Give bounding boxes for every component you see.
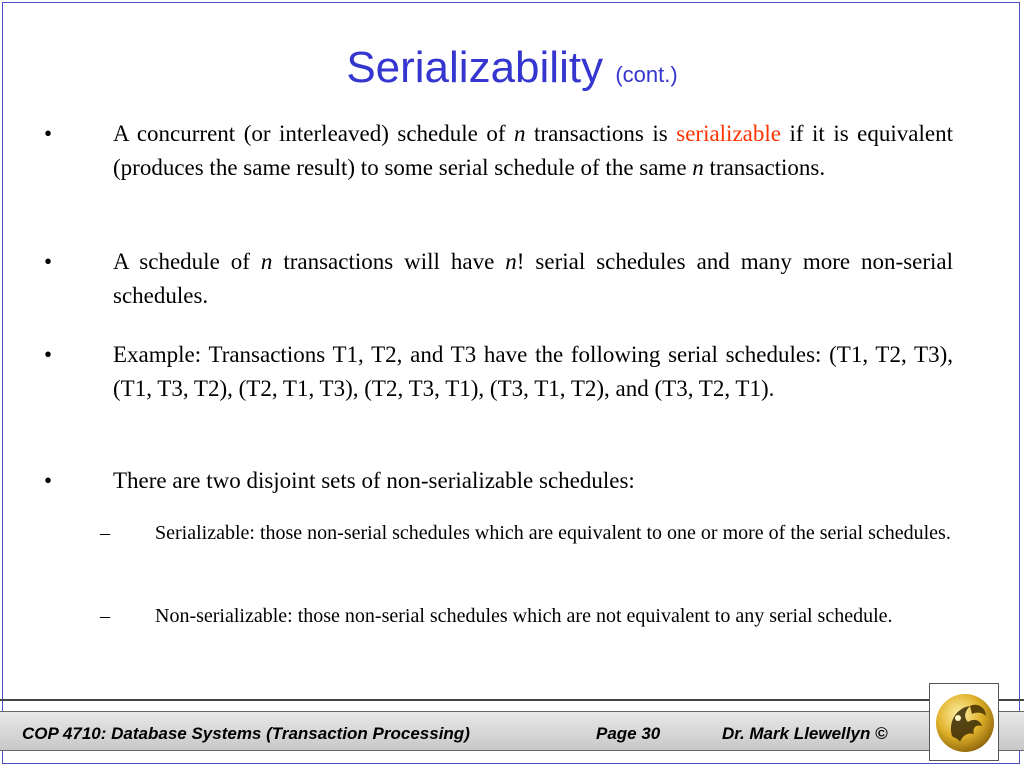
bullet-2-text: A schedule of n transactions will have n! serial schedules and many more non-serial schedules. (113, 249, 954, 308)
footer-author: Dr. Mark Llewellyn © (722, 724, 888, 743)
bullet-marker: • (44, 468, 53, 493)
bullet-marker: • (44, 342, 53, 367)
bullet-marker: • (44, 249, 53, 274)
logo-box (929, 683, 999, 761)
sub-bullet-1-text: Serializable: those non-serial schedules which are equivalent to one or more of the serial schedules. (155, 522, 951, 544)
serializable-highlight: serializable (676, 121, 781, 146)
sub-bullet-marker: – (100, 605, 110, 627)
title-main: Serializability (346, 43, 604, 92)
footer-divider (0, 699, 1024, 701)
title-suffix: (cont.) (615, 62, 678, 87)
sub-bullet-2-text: Non-serializable: those non-serial schedules which are not equivalent to any serial schedule. (155, 605, 893, 627)
bullet-3-text: Example: Transactions T1, T2, and T3 have the following serial schedules: (T1, T2, T3), (T1, T3, T2), (T2, T1, T3), (T2, T3, T1), (T3, T1, T2), and (T3, T2, T1). (113, 342, 953, 401)
footer-page: Page 30 (596, 724, 661, 743)
footer-course: COP 4710: Database Systems (Transaction Processing) (22, 724, 470, 743)
bullet-1-text: A concurrent (or interleaved) schedule of n transactions is serializable if it is equivalent (produces the same result) to some serial schedule of the same n transactions. (113, 121, 953, 180)
ucf-pegasus-logo-icon (934, 692, 996, 754)
bullet-4-text: There are two disjoint sets of non-serializable schedules: (113, 468, 635, 493)
slide-title (0, 40, 1024, 103)
bullet-marker: • (44, 121, 53, 146)
sub-bullet-marker: – (100, 522, 110, 544)
